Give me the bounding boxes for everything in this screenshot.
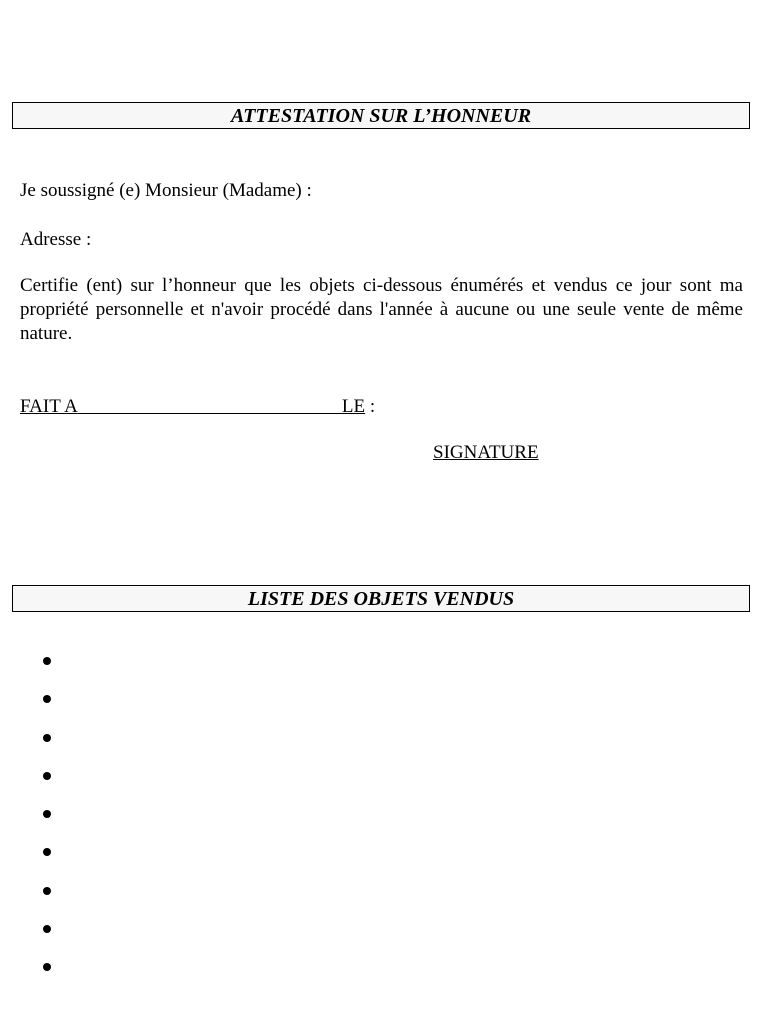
- bullet-icon: [43, 963, 51, 971]
- list-item[interactable]: [0, 727, 769, 765]
- list-item[interactable]: [0, 688, 769, 726]
- fait-a-label: FAIT A: [20, 396, 78, 417]
- le-label: LE: [341, 396, 366, 417]
- list-item[interactable]: [0, 803, 769, 841]
- liste-title: LISTE DES OBJETS VENDUS: [247, 587, 515, 610]
- list-item[interactable]: [0, 880, 769, 918]
- attestation-title-box: [12, 102, 750, 129]
- bullet-icon: [43, 695, 51, 703]
- bullet-icon: [43, 810, 51, 818]
- le-colon: :: [365, 396, 376, 417]
- fait-a-row: [20, 395, 375, 418]
- soussigne-label: Je soussigné (e) Monsieur (Madame) :: [20, 180, 312, 201]
- bullet-icon: [43, 887, 51, 895]
- fait-a-blank-line[interactable]: [78, 395, 342, 414]
- adresse-label: Adresse :: [20, 229, 92, 250]
- sold-items-list: [0, 650, 769, 995]
- list-item[interactable]: [0, 650, 769, 688]
- list-item[interactable]: [0, 956, 769, 994]
- bullet-icon: [43, 848, 51, 856]
- attestation-title: ATTESTATION SUR L’HONNEUR: [230, 104, 532, 127]
- bullet-icon: [43, 657, 51, 665]
- list-item[interactable]: [0, 841, 769, 879]
- list-item[interactable]: [0, 765, 769, 803]
- list-item[interactable]: [0, 918, 769, 956]
- bullet-icon: [43, 925, 51, 933]
- signature-label: SIGNATURE: [433, 442, 539, 463]
- liste-title-box: [12, 585, 750, 612]
- certification-paragraph: Certifie (ent) sur l’honneur que les objets ci-dessous énumérés et vendus ce jour sont ma propriété personnelle et n'avoir procédé dans l'année à aucune ou une seule vente de même nature.: [20, 275, 743, 344]
- bullet-icon: [43, 772, 51, 780]
- bullet-icon: [43, 734, 51, 742]
